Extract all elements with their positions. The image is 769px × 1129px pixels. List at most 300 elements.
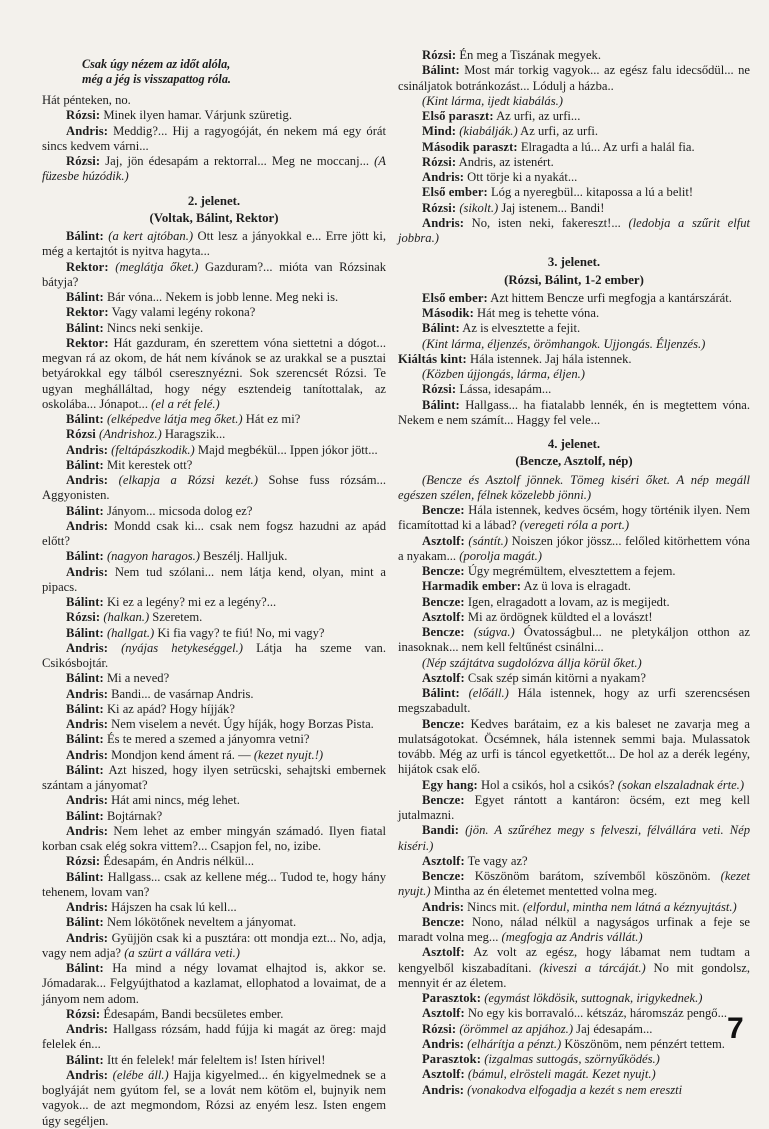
dialogue-line: [398, 579, 750, 594]
dialogue-line: [398, 170, 750, 185]
speaker-name: Rektor:: [66, 305, 109, 320]
dialogue-line: [42, 93, 386, 108]
speaker-name: Bálint:: [66, 625, 104, 640]
verse-line: még a jég is visszapattog róla.: [82, 72, 231, 86]
speaker-name: Andris:: [66, 823, 108, 838]
stage-direction: [398, 367, 750, 382]
spoken-text: Jaj édesapám...: [573, 1021, 653, 1036]
dialogue-line: [42, 321, 386, 336]
speaker-name: Andris:: [66, 123, 108, 138]
stage-direction-text: (kiveszi a tárcáját.): [539, 960, 646, 975]
speaker-name: Bálint:: [422, 321, 460, 336]
spoken-text: Mit kerestek ott?: [103, 457, 193, 472]
spoken-text: Hallgass... csak az kellene még... Tudod te, hogy hány tehenem, lovam van?: [42, 869, 386, 899]
spoken-text: Itt én felelek! már feleltem is! Isten hírivel!: [103, 1052, 326, 1067]
dialogue-line: [42, 626, 386, 641]
stage-direction-text: (feltápászkodik.): [108, 442, 195, 457]
stage-direction-text: (súgva.): [464, 625, 515, 639]
dialogue-line: [398, 1083, 750, 1098]
dialogue-line: [398, 352, 750, 367]
stage-direction-text: (kiabálják.): [456, 124, 518, 139]
spoken-text: Jaj, jön édesapám a rektorral... Meg ne moccanj...: [100, 154, 375, 168]
speaker-name: Bálint:: [66, 412, 104, 426]
spoken-text: Hát gazduram, én szerettem vóna siettetni a dógot... megvan rá az okom, de hát nem kívánok se az urakkal se a pusztai betyárokkal egy tálból cseresznyézni. Sok szerencsét Rózsi. Te ugyan meghálláltad, hogy négy esztendeig tanítottalak, az oskolába... Jónapot...: [42, 335, 386, 411]
speaker-name: Első ember:: [422, 290, 488, 305]
speaker-name: Andris:: [66, 518, 108, 533]
spoken-text: Ott törje ki a nyakát...: [464, 170, 578, 184]
spoken-text: Nem tud szólani... nem látja kend, olyan, mint a pipacs.: [42, 564, 386, 594]
dialogue-line: [42, 504, 386, 519]
stage-direction-text: (kezet nyujt.): [398, 869, 750, 899]
dialogue-line: [42, 809, 386, 824]
dialogue-line: [42, 870, 386, 901]
spoken-text: Gazduram?... mióta van Rózsinak bátyja?: [42, 259, 386, 289]
dialogue-line: [42, 565, 386, 596]
spoken-text: Hála istennek, hogy az urfi szerencsésen megszabadult.: [398, 686, 750, 716]
stage-direction-text: (sántít.): [464, 533, 508, 548]
dialogue-line: [398, 945, 750, 991]
stage-direction-text: (sokan elszaladnak érte.): [617, 777, 745, 792]
speaker-name: Rózsi:: [66, 610, 101, 625]
speaker-name: Bálint:: [66, 457, 104, 472]
spoken-text: Hallgass... ha fiatalabb lennék, én is megtettem vóna. Nekem e nem számít... Haggy fel vele...: [398, 397, 750, 427]
spoken-text: Hajja kigyelmed... én kigyelmednek se a boglyáját nem gyútom fel, se a lovát nem kötöm el, bujnyik nem vagyok... de azt megmondom, Rózsi az enyém lesz. Isten engem úgy segéljen.: [42, 1067, 386, 1128]
spoken-text: Hájszen ha csak lú kell...: [108, 900, 237, 914]
dialogue-line: [398, 564, 750, 579]
stage-direction-text: (vonakodva elfogadja a kezét s nem ereszti: [464, 1082, 683, 1097]
stage-direction-text: (izgalmas suttogás, szörnyűködés.): [481, 1052, 660, 1066]
speaker-name: Bálint:: [66, 503, 104, 518]
stage-direction-text: (elhárítja a pénzt.): [464, 1036, 562, 1051]
spoken-text: Ki ez a legény? mi ez a legény?...: [103, 595, 277, 609]
speaker-name: Andris:: [422, 899, 464, 914]
stage-direction-text: (elfordul, mintha nem látná a kéznyujtást.): [522, 899, 737, 914]
dialogue-line: [398, 854, 750, 869]
speaker-name: Bencze:: [422, 792, 465, 807]
spoken-text: Kedves barátaim, ez a kis baleset ne zavarja meg a mulatságotokat. Öcsémnek, hála istennek semmi baja. Mulassatok tovább. Még az urfi is táncol egyetkettőt... De hol az a derék legény, hijátok csak elő.: [398, 716, 750, 777]
dialogue-line: [398, 991, 750, 1006]
speaker-name: Andris:: [66, 564, 108, 579]
speaker-name: Mind:: [422, 124, 457, 139]
speaker-name: Bálint:: [66, 290, 104, 304]
stage-direction-text: (A füzesbe húzódik.): [42, 154, 386, 184]
verse-line: Csak úgy nézem az időt alóla,: [82, 57, 231, 71]
spoken-text: Lóg a nyeregbül... kitapossa a lú a belit!: [487, 185, 694, 200]
spoken-text: Ki az apád? Hogy híjják?: [103, 701, 235, 716]
stage-direction-text: (Nép szájtátva sugdolózva állja körül őket.): [422, 655, 642, 670]
dialogue-line: [42, 305, 386, 320]
dialogue-line: [398, 671, 750, 686]
speaker-name: Rektor:: [66, 259, 109, 274]
scene-cast: (Rózsi, Bálint, 1-2 ember): [504, 272, 644, 287]
spoken-text: Elragadta a lú... Az urfi a halál fia.: [517, 139, 695, 154]
speaker-name: Rózsi:: [66, 1006, 101, 1021]
dialogue-line: [398, 793, 750, 824]
speaker-name: Bálint:: [66, 701, 104, 716]
stage-direction-text: (nyájas hetykeséggel.): [108, 640, 243, 655]
speaker-name: Második paraszt:: [422, 139, 518, 154]
spoken-text: Lássa, idesapám...: [456, 382, 552, 397]
speaker-name: Andris:: [422, 170, 464, 184]
stage-direction-text: (örömmel az apjához.): [456, 1021, 574, 1036]
speaker-name: Bencze:: [422, 869, 465, 883]
spoken-text: Mi az ördögnek küldted el a lovászt!: [464, 609, 653, 624]
speaker-name: Első paraszt:: [422, 109, 494, 123]
spoken-text: Köszönöm, nem pénzért tettem.: [561, 1036, 725, 1051]
scene-cast: (Bencze, Asztolf, nép): [515, 454, 633, 469]
dialogue-line: [42, 748, 386, 763]
speaker-name: Andris:: [66, 900, 108, 914]
dialogue-line: [398, 382, 750, 397]
stage-direction-text: (veregeti róla a port.): [519, 518, 630, 533]
speaker-name: Asztolf:: [422, 609, 465, 624]
dialogue-line: [42, 961, 386, 1007]
dialogue-line: [42, 1022, 386, 1053]
dialogue-line: [398, 823, 750, 854]
dialogue-line: [42, 229, 386, 260]
dialogue-line: [398, 1037, 750, 1052]
speaker-name: Bálint:: [66, 915, 104, 930]
spoken-text: Azt hittem Bencze urfi megfogja a kantárszárát.: [487, 290, 732, 305]
dialogue-line: [42, 702, 386, 717]
spoken-text: Az urfi, az urfi.: [517, 124, 599, 139]
speaker-name: Harmadik ember:: [422, 579, 522, 594]
dialogue-line: [398, 321, 750, 336]
spoken-text: Majd megbékül... Ippen jókor jött...: [194, 442, 378, 457]
dialogue-line: [398, 1067, 750, 1082]
dialogue-line: [398, 534, 750, 565]
stage-direction-text: (hallgat.): [103, 625, 155, 640]
spoken-text: Hála istennek. Jaj hála istennek.: [466, 351, 632, 366]
right-column: [398, 48, 750, 1098]
spoken-text: Egyet rántott a kantáron: öcsém, ezt meg kell jutalmazni.: [398, 792, 750, 822]
spoken-text: Mi a neved?: [103, 671, 170, 686]
stage-direction-text: (a kert ajtóban.): [103, 229, 194, 243]
speaker-name: Asztolf:: [422, 945, 465, 960]
speaker-name: Rózsi:: [66, 154, 101, 168]
speaker-name: Andris:: [66, 1022, 108, 1036]
speaker-name: Bálint:: [422, 686, 460, 700]
spoken-text: Most már torkig vagyok... az egész falu idecsődül... ne csináljatok botránkozást... Lódulj a házba..: [398, 63, 750, 93]
dialogue-line: [42, 854, 386, 869]
speaker-name: Andris:: [66, 747, 108, 762]
dialogue-line: [42, 931, 386, 962]
speaker-name: Kiáltás kint:: [398, 351, 467, 366]
spoken-text: Én meg a Tiszának megyek.: [456, 48, 601, 62]
speaker-name: Bencze:: [422, 564, 465, 578]
spoken-text: Te vagy az?: [464, 853, 528, 868]
speaker-name: Rózsi:: [422, 200, 457, 215]
stage-direction: [398, 656, 750, 671]
speaker-name: Bálint:: [66, 732, 104, 747]
speaker-name: Rózsi:: [422, 1021, 457, 1036]
spoken-text: Bandi... de vasárnap Andris.: [108, 686, 254, 701]
spoken-text: Jányom... micsoda dolog ez?: [103, 503, 253, 518]
dialogue-line: [398, 595, 750, 610]
dialogue-line: [398, 398, 750, 429]
spoken-text: Igen, elragadott a lovam, az is megijedt.: [464, 594, 670, 609]
speaker-name: Andris:: [422, 1036, 464, 1051]
stage-direction-text: (el a rét felé.): [151, 396, 220, 411]
speaker-name: Asztolf:: [422, 1067, 465, 1082]
speaker-name: Bencze:: [422, 716, 465, 731]
stage-direction-text: (ledobja a szűrit elfut jobbra.): [398, 215, 751, 245]
spoken-text: Édesapám, én Andris nélkül...: [100, 854, 255, 869]
speaker-name: Egy hang:: [422, 777, 478, 792]
dialogue-line: [398, 306, 750, 321]
stage-direction-text: (meglátja őket.): [108, 259, 199, 274]
stage-direction-text: (sikolt.): [456, 200, 499, 215]
speaker-name: Rózsi: [66, 427, 96, 442]
dialogue-line: [42, 290, 386, 305]
dialogue-line: [42, 824, 386, 855]
speaker-name: Asztolf:: [422, 533, 465, 548]
dialogue-line: [398, 1022, 750, 1037]
speaker-name: Bálint:: [66, 595, 104, 609]
stage-direction-text: (jön. A szűréhez megy s felveszi, félvállára veti. Nép kiséri.): [398, 823, 750, 853]
stage-direction: [398, 473, 750, 504]
dialogue-line: [398, 717, 750, 778]
spoken-text: Nem lókötőnek neveltem a jányomat.: [103, 915, 297, 930]
stage-direction-text: (elébe áll.): [108, 1067, 169, 1082]
scene-heading: 4. jelenet.: [547, 437, 601, 451]
dialogue-line: [398, 216, 750, 247]
dialogue-line: [398, 109, 750, 124]
spoken-text: Az urfi, az urfi...: [493, 109, 581, 123]
speaker-name: Andris:: [66, 717, 108, 731]
spoken-text: Szeretem.: [149, 610, 203, 625]
spoken-text: Az is elvesztette a fejit.: [459, 321, 581, 336]
speaker-name: Rózsi:: [422, 154, 457, 169]
dialogue-line: [42, 519, 386, 550]
dialogue-line: [42, 549, 386, 564]
stage-direction-text: (Kint lárma, ijedt kiabálás.): [422, 93, 563, 108]
stage-direction-text: (bámul, elrösteli magát. Kezet nyujt.): [464, 1067, 656, 1082]
spoken-text: Ha mind a négy lovamat elhajtod is, akkor se. Jómadarak... Felgyújthatod a kazlamat, ellophatod a lovaimat, de a jányom nem adom.: [42, 961, 386, 1006]
stage-direction-text: (Kint lárma, éljenzés, örömhangok. Ujjongás. Éljenzés.): [422, 336, 706, 351]
dialogue-line: [42, 412, 386, 427]
spoken-text: Minek ilyen hamar. Várjunk szüretig.: [100, 108, 292, 123]
speaker-name: Rózsi:: [66, 854, 101, 869]
dialogue-line: [42, 260, 386, 291]
dialogue-line: [398, 124, 750, 139]
spoken-text: No egy kis borravaló... kétszáz, háromszáz pengő...: [464, 1006, 728, 1021]
spoken-text: No, isten neki, fakereszt!...: [464, 215, 629, 230]
dialogue-line: [42, 687, 386, 702]
dialogue-line: [42, 671, 386, 686]
dialogue-line: [398, 915, 750, 946]
spoken-text: Vagy valami legény rokona?: [108, 305, 256, 320]
spoken-text: Jaj istenem... Bandi!: [498, 200, 605, 215]
spoken-text: Hol a csikós, hol a csikós?: [477, 777, 618, 792]
dialogue-line: [42, 717, 386, 732]
speaker-name: Andris:: [422, 1082, 464, 1097]
spoken-text: Hát ez mi?: [242, 412, 301, 426]
speaker-name: Bálint:: [422, 397, 460, 412]
dialogue-line: [42, 763, 386, 794]
speaker-name: Bálint:: [66, 869, 104, 884]
dialogue-line: [42, 1053, 386, 1068]
spoken-text: Hát pénteken, no.: [42, 93, 131, 107]
spoken-text: És te mered a szemed a jányomra vetni?: [103, 732, 310, 747]
speaker-name: Bencze:: [422, 625, 465, 639]
speaker-name: Második:: [422, 306, 474, 320]
speaker-name: Bálint:: [422, 63, 460, 78]
speaker-name: Bencze:: [422, 594, 465, 609]
speaker-name: Andris:: [66, 930, 108, 945]
spoken-text: Noiszen jókor jössz... felőled kitörhettem vóna a nyakam...: [398, 533, 750, 563]
dialogue-line: [398, 778, 750, 793]
dialogue-line: [42, 443, 386, 458]
dialogue-line: [42, 154, 386, 185]
speaker-name: Asztolf:: [422, 670, 465, 685]
dialogue-line: [42, 473, 386, 504]
spoken-text: Andris, az istenért.: [456, 154, 554, 169]
spoken-text: Azt hiszed, hogy ilyen setrücski, sehajtski embernek szántam a jányomat?: [42, 762, 386, 792]
spoken-text: Nincs neki senkije.: [103, 320, 204, 335]
spoken-text: Édesapám, Bandi becsületes ember.: [100, 1006, 284, 1021]
spoken-text: Köszönöm barátom, szívemből köszönöm.: [464, 869, 721, 883]
spoken-text: Látja ha szeme van. Csikósbojtár.: [42, 640, 386, 670]
spoken-text: Ki fia vagy? te fiú! No, mi vagy?: [154, 625, 325, 640]
spoken-text: No mit gondolsz, mennyit ér az életem.: [398, 960, 750, 990]
dialogue-line: [398, 503, 750, 534]
speaker-name: Andris:: [66, 442, 108, 457]
dialogue-line: [42, 610, 386, 625]
scene-cast: (Voltak, Bálint, Rektor): [149, 210, 279, 225]
dialogue-line: [398, 48, 750, 63]
speaker-name: Parasztok:: [422, 991, 482, 1005]
stage-direction-text: (Andrishoz.): [95, 427, 162, 442]
dialogue-line: [42, 108, 386, 123]
speaker-name: Rózsi:: [422, 48, 457, 62]
speaker-name: Rózsi:: [66, 108, 101, 123]
page-number: 7: [727, 1012, 744, 1045]
dialogue-line: [42, 915, 386, 930]
spoken-text: Nem viselem a nevét. Úgy híják, hogy Borzas Pista.: [108, 717, 374, 731]
speaker-name: Bálint:: [66, 961, 104, 975]
dialogue-line: [42, 1007, 386, 1022]
speaker-name: Bandi:: [422, 823, 459, 838]
scene-heading: 2. jelenet.: [187, 193, 241, 208]
stage-direction-text: (megfogja az Andris vállát.): [501, 930, 643, 944]
stage-direction-text: (porolja magát.): [459, 548, 542, 563]
dialogue-line: [42, 458, 386, 473]
dialogue-line: [398, 1006, 750, 1021]
dialogue-line: [42, 595, 386, 610]
dialogue-line: [42, 732, 386, 747]
left-column: [42, 49, 386, 1129]
speaker-name: Parasztok:: [422, 1052, 482, 1066]
spoken-text: Óvatosságbul... ne pletykáljon otthon az inasoknak... nem kell feltűnést csinálni...: [398, 625, 750, 655]
spoken-text: Mintha az én életemet mentetted volna meg.: [430, 884, 658, 899]
spoken-text: Hát ami nincs, még lehet.: [108, 793, 240, 808]
spoken-text: Hála istennek, kedves öcsém, hogy történik ilyen. Nem ficamítottad ki a lábad?: [398, 503, 750, 533]
speaker-name: Andris:: [66, 793, 108, 808]
dialogue-line: [42, 900, 386, 915]
spoken-text: Hallgass rózsám, hadd fújja ki magát az öreg: majd felelek én...: [42, 1022, 386, 1052]
speaker-name: Andris:: [66, 686, 108, 701]
stage-direction-text: (halkan.): [100, 610, 150, 625]
spoken-text: Beszélj. Halljuk.: [200, 549, 288, 564]
dialogue-line: [42, 427, 386, 442]
dialogue-line: [42, 336, 386, 412]
spoken-text: Ott lesz a jányokkal e... Erre jött ki, még a kertajtót is nyitva hagyta...: [42, 229, 386, 259]
speaker-name: Asztolf:: [422, 1006, 465, 1021]
stage-direction-text: (Bencze és Asztolf jönnek. Tömeg kiséri őket. A nép megáll egészen szélen, félnek közelebb jönni.): [398, 472, 750, 502]
spoken-text: Nono, nálad nélkül a nagyságos urfinak a feje se maradt volna meg...: [398, 914, 750, 944]
spoken-text: Nincs mit.: [464, 899, 523, 914]
dialogue-line: [398, 291, 750, 306]
dialogue-line: [398, 201, 750, 216]
spoken-text: Gyüjjön csak ki a pusztára: ott mondja ezt... No, adja, vagy nem adja?: [42, 930, 386, 960]
scene-heading: 3. jelenet.: [547, 255, 601, 270]
stage-direction: [398, 94, 750, 109]
speaker-name: Bálint:: [66, 808, 104, 823]
dialogue-line: [398, 63, 750, 94]
verse-quote: [82, 57, 386, 87]
speaker-name: Bálint:: [66, 671, 104, 686]
spoken-text: Úgy megrémültem, elvesztettem a fejem.: [464, 564, 676, 578]
speaker-name: Andris:: [66, 640, 108, 655]
dialogue-line: [398, 625, 750, 656]
stage-direction-text: (kezet nyujt.!): [253, 747, 324, 762]
speaker-name: Bálint:: [66, 320, 104, 335]
dialogue-line: [42, 1068, 386, 1129]
stage-direction-text: (Közben újjongás, lárma, éljen.): [422, 367, 586, 381]
spoken-text: Hát meg is tehette vóna.: [473, 306, 600, 320]
dialogue-line: [42, 793, 386, 808]
spoken-text: Nem lehet az ember mingyán számadó. Ilyen fiatal korban csak elég sokra vittem?... Csapjon fel, no, izibe.: [42, 823, 386, 853]
speaker-name: Asztolf:: [422, 853, 465, 868]
spoken-text: Bár vóna... Nekem is jobb lenne. Meg neki is.: [103, 290, 339, 304]
spoken-text: Mondjon kend áment rá. —: [108, 747, 254, 762]
speaker-name: Bencze:: [422, 914, 465, 929]
dialogue-line: [398, 686, 750, 717]
stage-direction-text: (nagyon haragos.): [103, 549, 200, 564]
speaker-name: Bálint:: [66, 762, 104, 777]
stage-direction-text: (előáll.): [459, 686, 509, 700]
dialogue-line: [398, 900, 750, 915]
speaker-name: Rektor:: [66, 335, 109, 350]
spoken-text: Meddig?... Hij a ragyogóját, én nekem má egy órát sincs kedvem várni...: [42, 123, 386, 153]
speaker-name: Bálint:: [66, 1052, 104, 1067]
dialogue-line: [398, 610, 750, 625]
speaker-name: Rózsi:: [422, 382, 457, 397]
stage-direction-text: (elképedve látja meg őket.): [103, 412, 243, 426]
stage-direction-text: (egymást lökdösik, suttognak, irigykednek.): [481, 991, 703, 1005]
dialogue-line: [398, 140, 750, 155]
spoken-text: Az ü lova is elragadt.: [521, 579, 631, 594]
stage-direction-text: (a szürt a vállára veti.): [124, 945, 240, 960]
dialogue-line: [42, 124, 386, 155]
dialogue-line: [398, 185, 750, 200]
spoken-text: Sohse fuss rózsám... Aggyonisten.: [42, 473, 386, 503]
dialogue-line: [42, 641, 386, 672]
speaker-name: Bálint:: [66, 549, 104, 564]
speaker-name: Első ember:: [422, 185, 488, 200]
stage-direction-text: (elkapja a Rózsi kezét.): [108, 473, 258, 487]
stage-direction: [398, 337, 750, 352]
spoken-text: Bojtárnak?: [103, 808, 163, 823]
spoken-text: Csak szép simán kitörni a nyakam?: [464, 670, 646, 685]
speaker-name: Andris:: [422, 215, 464, 230]
dialogue-line: [398, 155, 750, 170]
spoken-text: Az volt az egész, hogy lábamat nem tudtam a kengyelből kiszabadítani.: [398, 945, 750, 975]
speaker-name: Bálint:: [66, 229, 104, 243]
dialogue-line: [398, 1052, 750, 1067]
speaker-name: Andris:: [66, 1067, 108, 1082]
